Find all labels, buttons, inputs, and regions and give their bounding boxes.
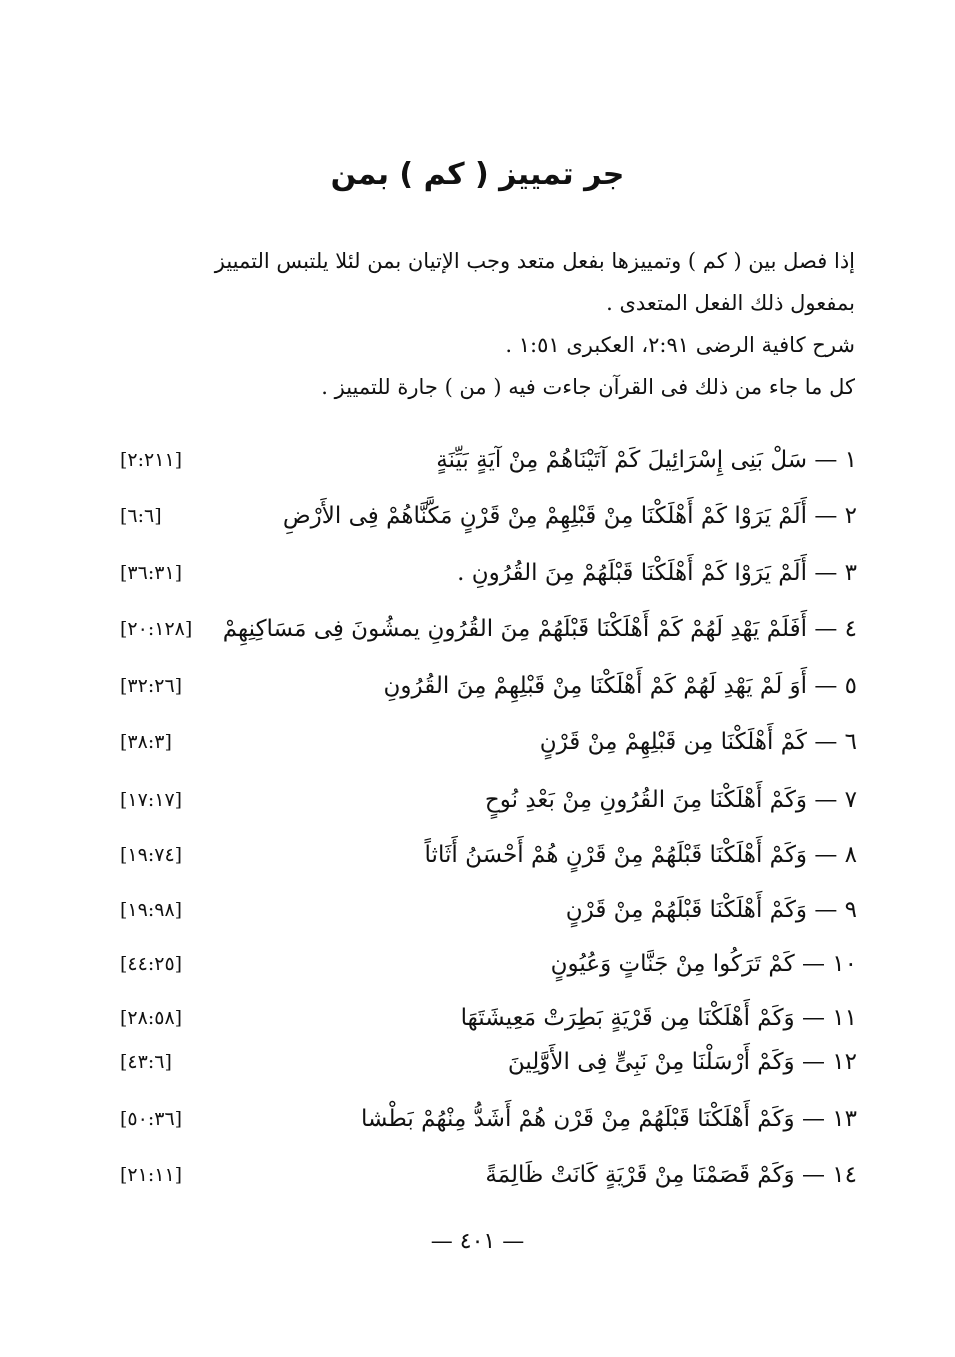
verse-reference: [٣٦:٣١] [120,562,183,584]
verse-text: ٦ — كَمْ أَهْلَكْنَا مِن قَبْلِهِمْ مِنْ قَرْنٍ [539,729,857,755]
verse-text: ٧ — وَكَمْ أَهْلَكْنَا مِنَ القُرُونِ مِنْ بَعْدِ نُوحٍ [484,787,857,813]
verse-line [120,1095,857,1143]
verse-text: ١٤ — وَكَمْ قَصَمْنَا مِنْ قَرْيَةٍ كَانَتْ ظَالِمَةً [485,1162,857,1188]
verse-line [120,436,857,484]
verse-reference: [٣٢:٢٦] [120,675,183,697]
intro-paragraph [133,240,855,408]
verse-text: ٣ — أَلَمْ يَرَوْا كَمْ أَهْلَكْنَا قَبْلَهُمْ مِنَ القُرُونِ . [457,560,857,586]
verse-text: ١٠ — كَمْ تَرَكُوا مِنْ جَنَّاتٍ وَعُيُونٍ [550,951,857,977]
verse-line [120,831,857,879]
verse-text: ١ — سَلْ بَنِى إِسْرَائِيلَ كَمْ آتَيْنَاهُمْ مِنْ آيَةٍ بَيِّنَةٍ [436,447,857,473]
verse-reference: [٤٣:٦] [120,1051,172,1073]
verse-line [120,1151,857,1199]
verse-line [120,549,857,597]
verse-line [120,605,857,653]
verse-reference: [٢٠:١٢٨] [120,618,193,640]
verse-text: ٨ — وَكَمْ أَهْلَكْنَا قَبْلَهُمْ مِنْ قَرْنٍ هُمْ أَحْسَنُ أَثَاثاً [424,842,857,868]
verse-line [120,994,857,1042]
verse-text: ٥ — أَوَ لَمْ يَهْدِ لَهُمْ كَمْ أَهْلَكْنَا مِنْ قَبْلِهِمْ مِنَ القُرُونِ [383,673,857,699]
verse-reference: [٦:٦] [120,505,162,527]
verse-text: ٢ — أَلَمْ يَرَوْا كَمْ أَهْلَكْنَا مِنْ قَبْلِهِمْ مِنْ قَرْنٍ مَكَّنَّاهُمْ فِى الأَرْضِ [282,503,857,529]
verse-line [120,886,857,934]
verse-reference: [٢:٢١١] [120,449,183,471]
verse-reference: [٢٨:٥٨] [120,1007,183,1029]
verse-reference: [١٩:٩٨] [120,899,183,921]
verse-reference: [٢١:١١] [120,1164,183,1186]
verse-text: ٤ — أَفَلَمْ يَهْدِ لَهُمْ كَمْ أَهْلَكْنَا قَبْلَهُمْ مِنَ القُرُونِ يمشُونَ فِى مَسَاكِنِهِمْ [222,616,857,642]
verse-reference: [١٧:١٧] [120,789,183,811]
intro-line: كل ما جاء من ذلك فى القرآن جاءت فيه ( من ) جارة للتمييز . [321,375,855,399]
verse-reference: [٤٤:٢٥] [120,953,183,975]
intro-line: بمفعول ذلك الفعل المتعدى . [606,291,855,315]
page-title: جر تمييز ( كم ) بمن [330,157,625,192]
verse-reference: [٣٨:٣] [120,731,172,753]
verse-reference: [٥٠:٣٦] [120,1108,183,1130]
verse-line [120,776,857,824]
verse-text: ١٢ — وَكَمْ أَرْسَلْنَا مِنْ نَبِىٍّ فِى الأَوَّلِينَ [507,1049,857,1075]
verse-line [120,662,857,710]
verse-line [120,1038,857,1086]
verse-text: ١٣ — وَكَمْ أَهْلَكْنَا قَبْلَهُمْ مِنْ قَرْن هُمْ أَشَدُّ مِنْهُمْ بَطْشا [361,1106,857,1132]
intro-line: إذا فصل بين ( كم ) وتمييزها بفعل متعد وجب الإتيان بمن لئلا يلتبس التمييز [214,249,855,273]
verse-line [120,718,857,766]
verse-reference: [١٩:٧٤] [120,844,183,866]
verse-line [120,940,857,988]
source-citation: شرح كافية الرضى ٢:٩١، العكبرى ١:٥١ . [505,333,855,357]
verse-text: ٩ — وَكَمْ أَهْلَكْنَا قَبْلَهُمْ مِنْ قَرْنٍ [565,897,857,923]
verse-text: ١١ — وَكَمْ أَهْلَكْنَا مِن قَرْيَةٍ بَطِرَتْ مَعِيشَتَهَا [460,1005,857,1031]
page-number: — ٤٠١ — [430,1229,525,1254]
verse-line [120,492,857,540]
